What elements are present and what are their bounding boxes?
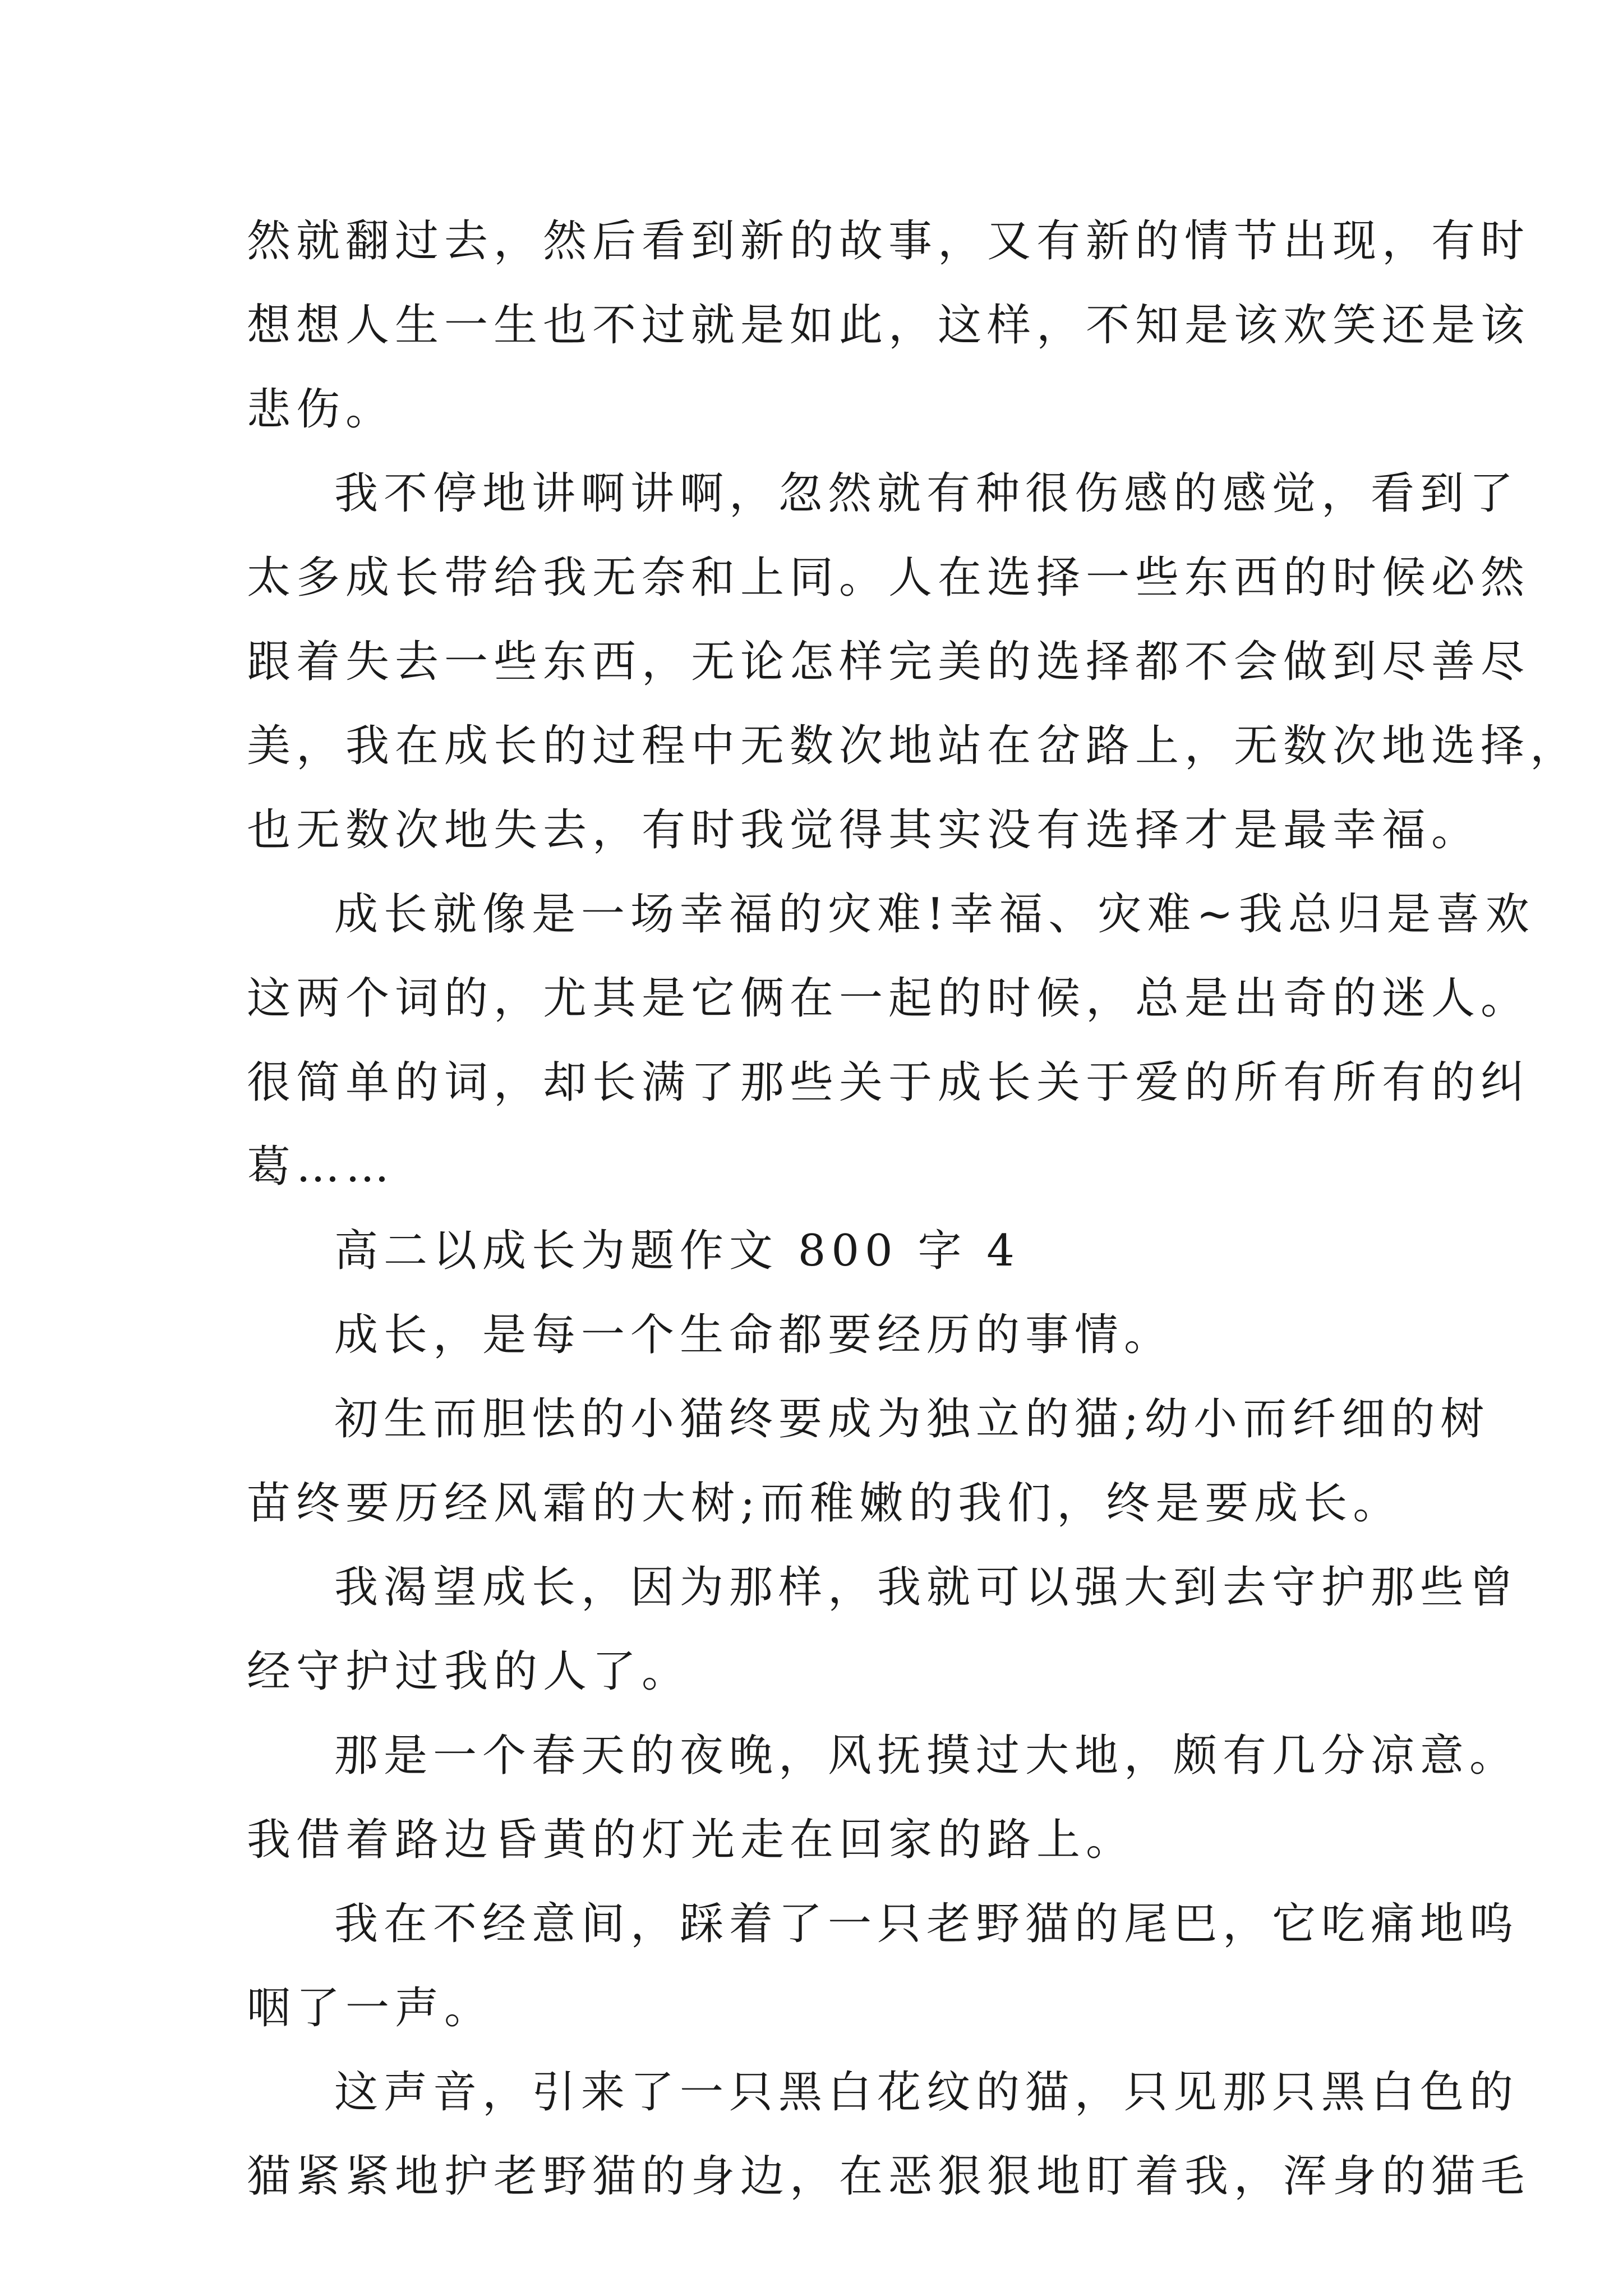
text-line: 初生而胆怯的小猫终要成为独立的猫;幼小而纤细的树 xyxy=(334,1394,1490,1444)
text-line: 我不停地讲啊讲啊，忽然就有种很伤感的感觉，看到了 xyxy=(334,468,1519,519)
text-line: 跟着失去一些东西，无论怎样完美的选择都不会做到尽善尽 xyxy=(247,637,1530,687)
text-line: 想想人生一生也不过就是如此，这样，不知是该欢笑还是该 xyxy=(247,300,1530,351)
text-line: 成长就像是一场幸福的灾难!幸福、灾难~我总归是喜欢 xyxy=(334,889,1535,940)
text-line: 然就翻过去，然后看到新的故事，又有新的情节出现，有时 xyxy=(247,216,1530,266)
text-line: 猫紧紧地护老野猫的身边，在恶狠狠地盯着我，浑身的猫毛 xyxy=(247,2151,1530,2202)
text-line: 我渴望成长，因为那样，我就可以强大到去守护那些曾 xyxy=(334,1562,1519,1613)
text-line: 苗终要历经风霜的大树;而稚嫩的我们，终是要成长。 xyxy=(247,1478,1403,1529)
text-line: 我在不经意间，踩着了一只老野猫的尾巴，它吃痛地呜 xyxy=(334,1899,1519,1949)
section-heading: 高二以成长为题作文 800 字 4 xyxy=(334,1226,1020,1276)
text-line: 这两个词的，尤其是它俩在一起的时候，总是出奇的迷人。 xyxy=(247,973,1530,1024)
text-line: 这声音，引来了一只黑白花纹的猫，只见那只黑白色的 xyxy=(334,2067,1519,2118)
text-line: 葛…… xyxy=(247,1142,395,1192)
text-line: 太多成长带给我无奈和上同。人在选择一些东西的时候必然 xyxy=(247,553,1530,603)
text-line: 经守护过我的人了。 xyxy=(247,1646,691,1697)
text-line: 美，我在成长的过程中无数次地站在岔路上，无数次地选择， xyxy=(247,721,1580,771)
text-line: 悲伤。 xyxy=(247,384,395,435)
text-line: 咽了一声。 xyxy=(247,1983,494,2033)
text-line: 那是一个春天的夜晚，风抚摸过大地，颇有几分凉意。 xyxy=(334,1731,1519,1781)
text-line: 很简单的词，却长满了那些关于成长关于爱的所有所有的纠 xyxy=(247,1057,1530,1108)
text-line: 我借着路边昏黄的灯光走在回家的路上。 xyxy=(247,1815,1136,1865)
text-line: 也无数次地失去，有时我觉得其实没有选择才是最幸福。 xyxy=(247,805,1481,855)
text-line: 成长，是每一个生命都要经历的事情。 xyxy=(334,1310,1174,1360)
